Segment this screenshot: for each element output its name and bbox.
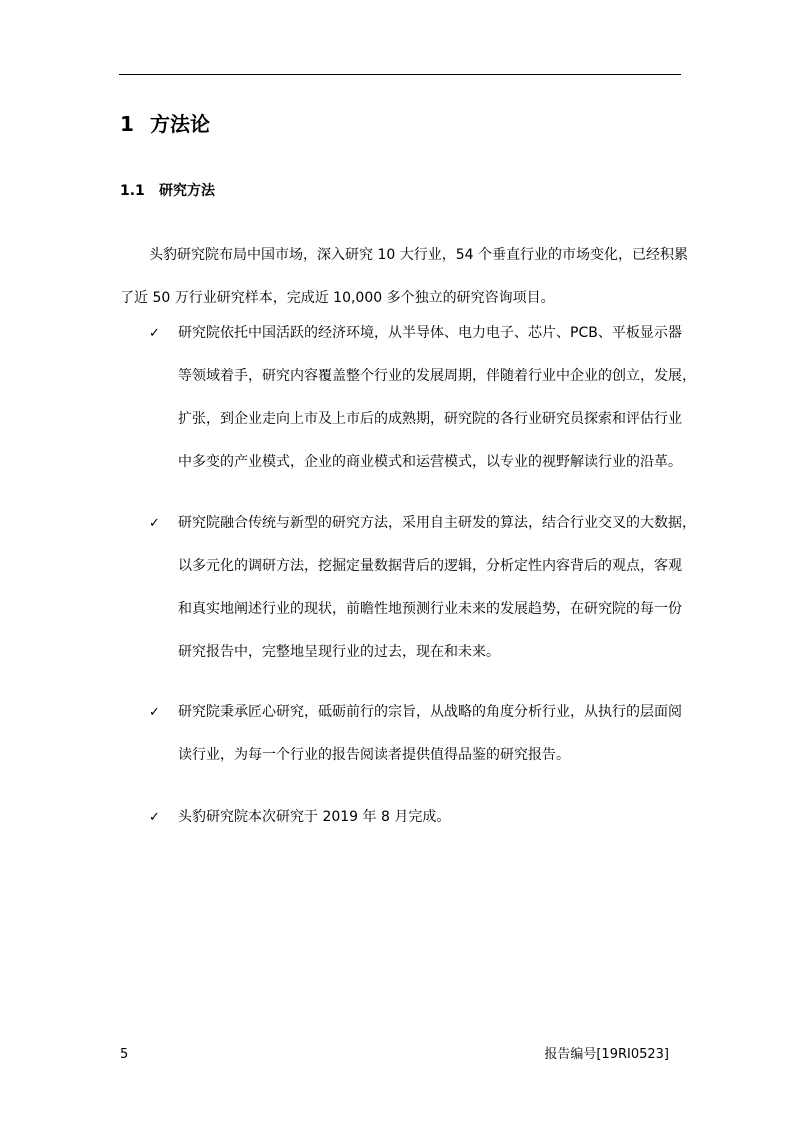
intro-line: 头豹研究院布局中国市场，深入研究 10 大行业，54 个垂直行业的市场变化，已经积累 (149, 247, 688, 263)
bullet-line: 头豹研究院本次研究于 2019 年 8 月完成。 (178, 809, 451, 825)
bullet-item (149, 502, 696, 674)
intro-paragraph (120, 234, 686, 320)
check-mark-icon: ✓ (149, 705, 160, 720)
bullet-item (149, 796, 689, 839)
section-heading (120, 181, 215, 201)
page-number: 5 (120, 1047, 129, 1062)
chapter-title: 方法论 (150, 112, 210, 136)
chapter-number: 1 (120, 112, 134, 136)
report-number: 报告编号[19RI0523] (544, 1047, 669, 1062)
bullet-item (149, 312, 696, 484)
bullet-line: 和真实地阐述行业的现状，前瞻性地预测行业未来的发展趋势，在研究院的每一份 (178, 601, 682, 617)
section-number: 1.1 (120, 183, 145, 199)
check-mark-icon: ✓ (149, 326, 160, 341)
bullet-line: 扩张，到企业走向上市及上市后的成熟期，研究院的各行业研究员探索和评估行业 (178, 411, 682, 427)
bullet-line: 研究院依托中国活跃的经济环境，从半导体、电力电子、芯片、PCB、平板显示器 (178, 325, 682, 341)
header-rule (119, 74, 681, 75)
intro-line: 了近 50 万行业研究样本，完成近 10,000 多个独立的研究咨询项目。 (120, 290, 555, 306)
bullet-line: 研究报告中，完整地呈现行业的过去，现在和未来。 (178, 644, 500, 660)
chapter-heading (120, 110, 210, 138)
bullet-line: 研究院融合传统与新型的研究方法，采用自主研发的算法，结合行业交叉的大数据， (178, 515, 696, 531)
bullet-line: 以多元化的调研方法，挖掘定量数据背后的逻辑，分析定性内容背后的观点，客观 (178, 558, 682, 574)
bullet-line: 读行业，为每一个行业的报告阅读者提供值得品鉴的研究报告。 (178, 747, 570, 763)
section-title: 研究方法 (159, 183, 215, 199)
check-mark-icon: ✓ (149, 516, 160, 531)
bullet-line: 等领域着手，研究内容覆盖整个行业的发展周期，伴随着行业中企业的创立，发展， (178, 368, 696, 384)
bullet-line: 研究院秉承匠心研究，砥砺前行的宗旨，从战略的角度分析行业，从执行的层面阅 (178, 704, 682, 720)
bullet-item (149, 691, 689, 777)
check-mark-icon: ✓ (149, 810, 160, 825)
bullet-line: 中多变的产业模式，企业的商业模式和运营模式，以专业的视野解读行业的沿革。 (178, 454, 682, 470)
